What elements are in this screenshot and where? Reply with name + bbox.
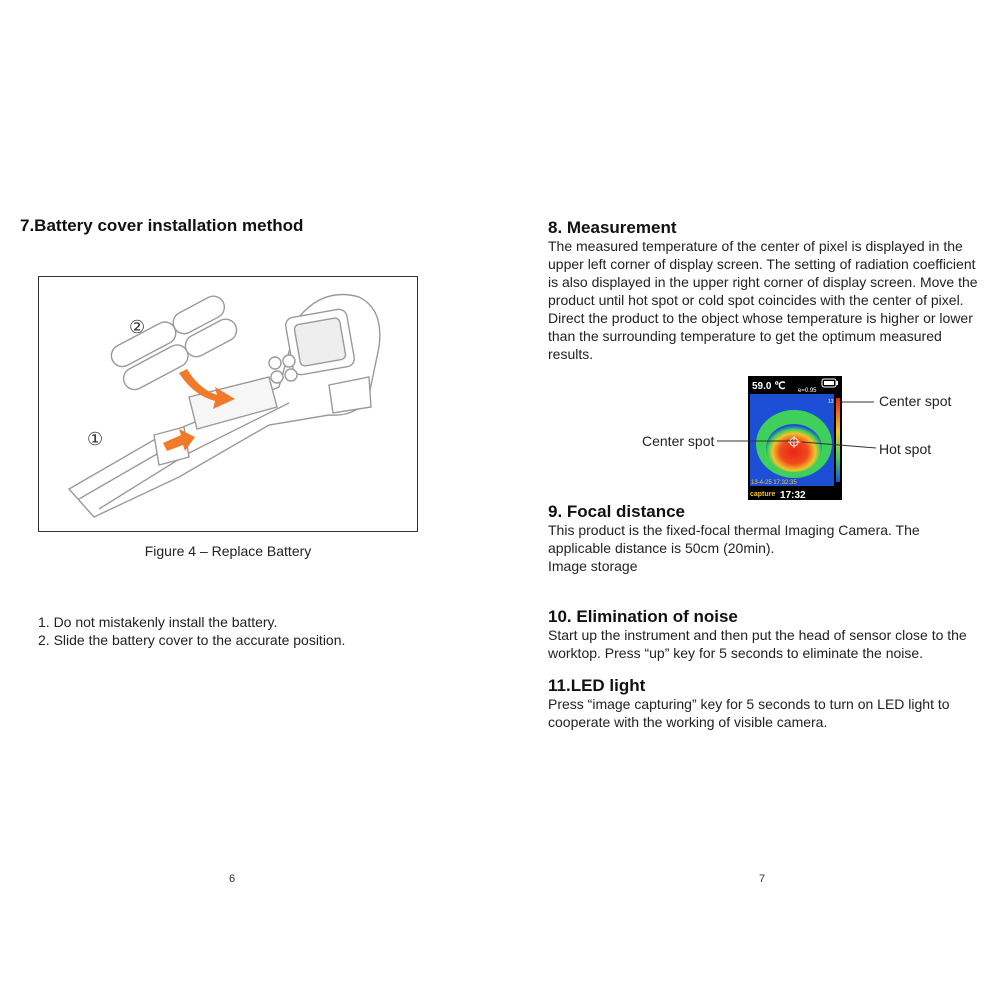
focal-paragraph: This product is the fixed-focal thermal Imaging Camera. The applicable distance is 50cm (20min). (548, 522, 920, 556)
noise-paragraph: Start up the instrument and then put the head of sensor close to the worktop. Press “up” key for 5 seconds to eliminate the noise. (548, 627, 967, 661)
scale-top-label: 13 (828, 399, 834, 405)
note-item: 2. Slide the battery cover to the accurate position. (38, 632, 346, 648)
callout-lines (700, 390, 890, 470)
date-time-readout: 13-4-25 17:32:35 (751, 480, 797, 486)
figure-caption: Figure 4 – Replace Battery (144, 543, 312, 559)
focal-body (548, 521, 978, 575)
battery-figure (38, 276, 418, 532)
section-9-heading: 9. Focal distance (548, 502, 685, 521)
led-body (548, 695, 978, 731)
page-number-right: 7 (759, 873, 766, 885)
battery-notes (38, 613, 345, 649)
capture-mode-label: capture (750, 491, 776, 498)
image-storage-text: Image storage (548, 558, 638, 574)
emissivity-readout: e=0.95 (798, 388, 817, 394)
figure-label-2: ② (129, 317, 146, 338)
measurement-body (548, 237, 978, 363)
callout-center-spot-left: Center spot (642, 433, 715, 449)
led-paragraph: Press “image capturing” key for 5 seconds to turn on LED light to cooperate with the working of visible camera. (548, 696, 950, 730)
section-10-heading: 10. Elimination of noise (548, 607, 738, 626)
noise-body (548, 626, 978, 662)
note-item: 1. Do not mistakenly install the battery. (38, 614, 278, 630)
section-7-heading: 7.Battery cover installation method (20, 216, 304, 235)
callout-center-spot-right: Center spot (879, 393, 952, 409)
callout-hot-spot: Hot spot (879, 441, 932, 457)
section-8-heading: 8. Measurement (548, 218, 677, 237)
temperature-readout: 59.0 ℃ (752, 381, 786, 392)
batteries-drawing (108, 292, 241, 393)
battery-illustration (39, 277, 417, 531)
section-11-heading: 11.LED light (548, 676, 646, 695)
clock-readout: 17:32 (780, 490, 806, 500)
page-number-left: 6 (229, 873, 236, 885)
figure-label-1: ① (87, 429, 104, 450)
measurement-paragraph: The measured temperature of the center of pixel is displayed in the upper left corner of display screen. The setting of radiation coefficient is also displayed in the upper right corner of display screen. Move the product until hot spot or cold spot coincides with the center of pixel. Direct the product to the object whose temperature is higher or lower than the surrounding temperature to get the optimum measured results. (548, 238, 978, 362)
